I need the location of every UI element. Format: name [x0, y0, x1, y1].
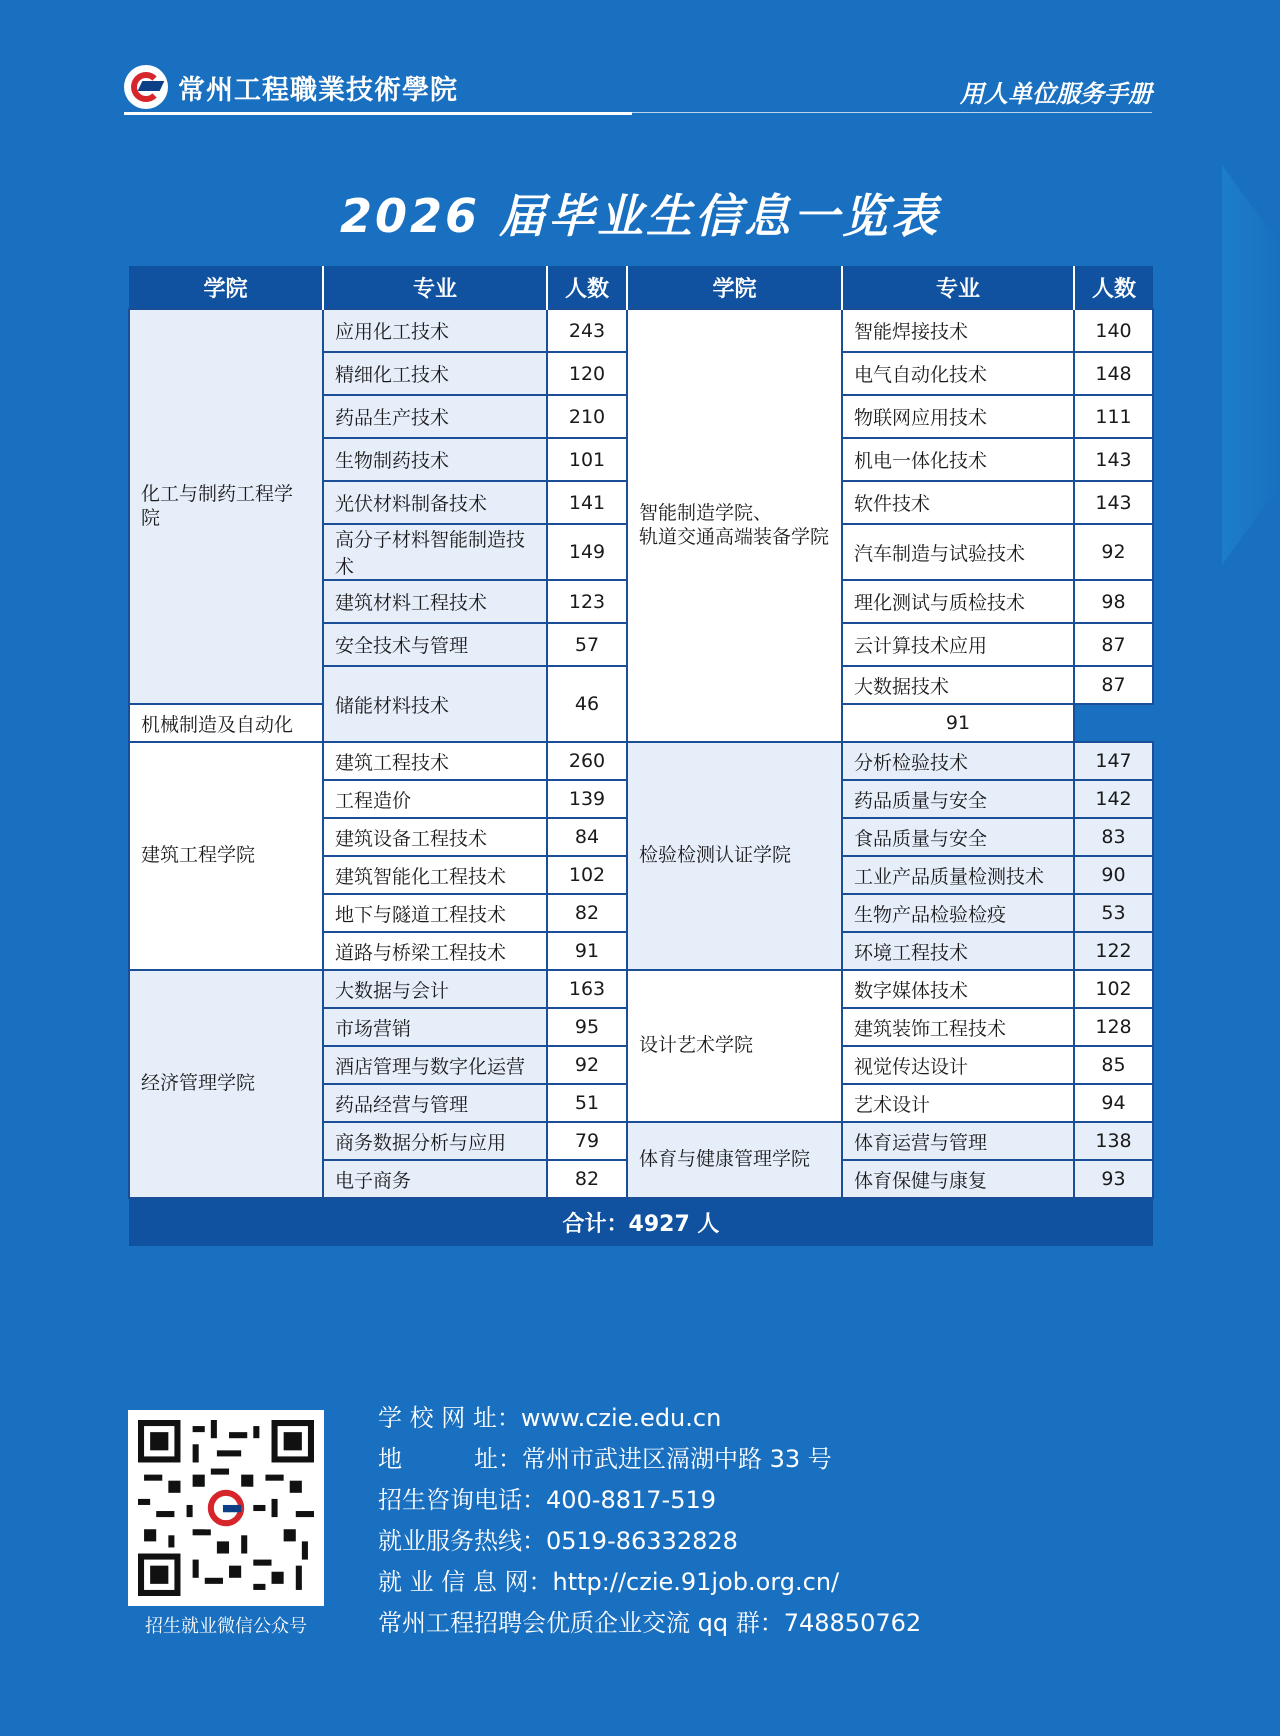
major-cell: 工程造价 — [323, 780, 547, 818]
major-cell: 云计算技术应用 — [842, 623, 1074, 666]
major-cell: 大数据与会计 — [323, 970, 547, 1008]
major-cell: 高分子材料智能制造技术 — [323, 524, 547, 580]
qq-group: 常州工程招聘会优质企业交流 qq 群：748850762 — [378, 1609, 922, 1637]
major-cell: 建筑材料工程技术 — [323, 580, 547, 623]
employment-website[interactable]: 就 业 信 息 网：http://czie.91job.org.cn/ — [378, 1568, 840, 1596]
count-cell: 139 — [547, 780, 627, 818]
count-cell: 102 — [1074, 970, 1153, 1008]
header-college: 学院 — [627, 266, 842, 309]
college-cell: 化工与制药工程学院 — [129, 309, 323, 704]
major-cell: 安全技术与管理 — [323, 623, 547, 666]
count-cell: 92 — [1074, 524, 1153, 580]
school-name: 常州工程職業技術學院 — [178, 74, 458, 106]
count-cell: 142 — [1074, 780, 1153, 818]
major-cell: 市场营销 — [323, 1008, 547, 1046]
count-cell: 79 — [547, 1122, 627, 1160]
count-cell: 93 — [1074, 1160, 1153, 1198]
count-cell: 163 — [547, 970, 627, 1008]
count-cell: 82 — [547, 894, 627, 932]
major-cell: 建筑工程技术 — [323, 742, 547, 780]
major-cell: 数字媒体技术 — [842, 970, 1074, 1008]
major-cell: 食品质量与安全 — [842, 818, 1074, 856]
qr-caption: 招生就业微信公众号 — [145, 1616, 307, 1637]
count-cell: 138 — [1074, 1122, 1153, 1160]
count-cell: 98 — [1074, 580, 1153, 623]
major-cell: 建筑智能化工程技术 — [323, 856, 547, 894]
count-cell: 53 — [1074, 894, 1153, 932]
handbook-title: 用人单位服务手册 — [960, 80, 1152, 108]
major-cell: 视觉传达设计 — [842, 1046, 1074, 1084]
major-cell: 机械制造及自动化 — [129, 704, 323, 742]
count-cell: 46 — [547, 666, 627, 742]
college-cell: 设计艺术学院 — [627, 970, 842, 1122]
count-cell: 243 — [547, 309, 627, 352]
college-line: 智能制造学院、 — [639, 501, 773, 524]
count-cell: 140 — [1074, 309, 1153, 352]
count-cell: 210 — [547, 395, 627, 438]
count-cell: 91 — [547, 932, 627, 970]
college-cell: 检验检测认证学院 — [627, 742, 842, 970]
major-cell: 生物制药技术 — [323, 438, 547, 481]
count-cell: 85 — [1074, 1046, 1153, 1084]
count-cell: 84 — [547, 818, 627, 856]
total-count: 合计：4927 人 — [129, 1198, 1153, 1246]
college-line: 轨道交通高端装备学院 — [639, 525, 830, 548]
major-cell: 环境工程技术 — [842, 932, 1074, 970]
major-cell: 体育运营与管理 — [842, 1122, 1074, 1160]
major-cell: 商务数据分析与应用 — [323, 1122, 547, 1160]
count-cell: 123 — [547, 580, 627, 623]
count-cell: 82 — [547, 1160, 627, 1198]
count-cell: 148 — [1074, 352, 1153, 395]
count-cell: 260 — [547, 742, 627, 780]
college-cell: 体育与健康管理学院 — [627, 1122, 842, 1198]
major-cell: 酒店管理与数字化运营 — [323, 1046, 547, 1084]
college-cell: 经济管理学院 — [129, 970, 323, 1198]
count-cell: 95 — [547, 1008, 627, 1046]
wechat-qr-code[interactable] — [128, 1410, 324, 1606]
count-cell: 87 — [1074, 623, 1153, 666]
count-cell: 90 — [1074, 856, 1153, 894]
count-cell: 57 — [547, 623, 627, 666]
count-cell: 128 — [1074, 1008, 1153, 1046]
count-cell: 122 — [1074, 932, 1153, 970]
page-title: 2026 届毕业生信息一览表 — [339, 189, 941, 243]
count-cell: 94 — [1074, 1084, 1153, 1122]
major-cell: 道路与桥梁工程技术 — [323, 932, 547, 970]
major-cell: 药品质量与安全 — [842, 780, 1074, 818]
table-row — [129, 970, 1153, 1008]
major-cell: 应用化工技术 — [323, 309, 547, 352]
major-cell: 机电一体化技术 — [842, 438, 1074, 481]
total-row — [129, 1198, 1153, 1246]
college-cell: 建筑工程学院 — [129, 742, 323, 970]
school-address: 地 址：常州市武进区滆湖中路 33 号 — [378, 1445, 832, 1473]
header-major: 专业 — [323, 266, 547, 309]
count-cell: 87 — [1074, 666, 1153, 704]
employment-hotline[interactable]: 就业服务热线：0519-86332828 — [378, 1527, 738, 1555]
admission-phone[interactable]: 招生咨询电话：400-8817-519 — [378, 1486, 717, 1514]
major-cell: 建筑设备工程技术 — [323, 818, 547, 856]
college-cell — [627, 309, 842, 742]
count-cell: 91 — [842, 704, 1074, 742]
count-cell: 101 — [547, 438, 627, 481]
major-cell: 地下与隧道工程技术 — [323, 894, 547, 932]
count-cell: 143 — [1074, 438, 1153, 481]
major-cell: 工业产品质量检测技术 — [842, 856, 1074, 894]
major-cell: 汽车制造与试验技术 — [842, 524, 1074, 580]
major-cell: 药品经营与管理 — [323, 1084, 547, 1122]
count-cell: 111 — [1074, 395, 1153, 438]
header-divider — [124, 112, 632, 115]
count-cell: 147 — [1074, 742, 1153, 780]
major-cell: 精细化工技术 — [323, 352, 547, 395]
header-major: 专业 — [842, 266, 1074, 309]
qr-code-icon — [138, 1420, 314, 1596]
major-cell: 艺术设计 — [842, 1084, 1074, 1122]
major-cell: 生物产品检验检疫 — [842, 894, 1074, 932]
count-cell: 51 — [547, 1084, 627, 1122]
contact-info — [378, 1398, 921, 1644]
count-cell: 92 — [547, 1046, 627, 1084]
major-cell: 建筑装饰工程技术 — [842, 1008, 1074, 1046]
count-cell: 120 — [547, 352, 627, 395]
graduate-info-table — [128, 266, 1154, 1246]
count-cell: 83 — [1074, 818, 1153, 856]
major-cell: 大数据技术 — [842, 666, 1074, 704]
count-cell: 141 — [547, 481, 627, 524]
table-row — [129, 742, 1153, 780]
school-logo — [124, 64, 458, 110]
count-cell: 149 — [547, 524, 627, 580]
header-count: 人数 — [547, 266, 627, 309]
header-count: 人数 — [1074, 266, 1153, 309]
table-row — [129, 309, 1153, 352]
count-cell: 143 — [1074, 481, 1153, 524]
header-college: 学院 — [129, 266, 323, 309]
header-divider-thin — [632, 112, 1152, 113]
major-cell: 分析检验技术 — [842, 742, 1074, 780]
major-cell: 智能焊接技术 — [842, 309, 1074, 352]
major-cell: 理化测试与质检技术 — [842, 580, 1074, 623]
major-cell: 软件技术 — [842, 481, 1074, 524]
major-cell: 体育保健与康复 — [842, 1160, 1074, 1198]
school-website[interactable]: 学 校 网 址：www.czie.edu.cn — [378, 1404, 722, 1432]
major-cell: 物联网应用技术 — [842, 395, 1074, 438]
count-cell: 102 — [547, 856, 627, 894]
table-header-row — [129, 266, 1153, 309]
major-cell: 电气自动化技术 — [842, 352, 1074, 395]
major-cell: 药品生产技术 — [323, 395, 547, 438]
major-cell: 光伏材料制备技术 — [323, 481, 547, 524]
major-cell: 储能材料技术 — [323, 666, 547, 742]
major-cell: 电子商务 — [323, 1160, 547, 1198]
school-emblem-icon — [124, 65, 168, 109]
